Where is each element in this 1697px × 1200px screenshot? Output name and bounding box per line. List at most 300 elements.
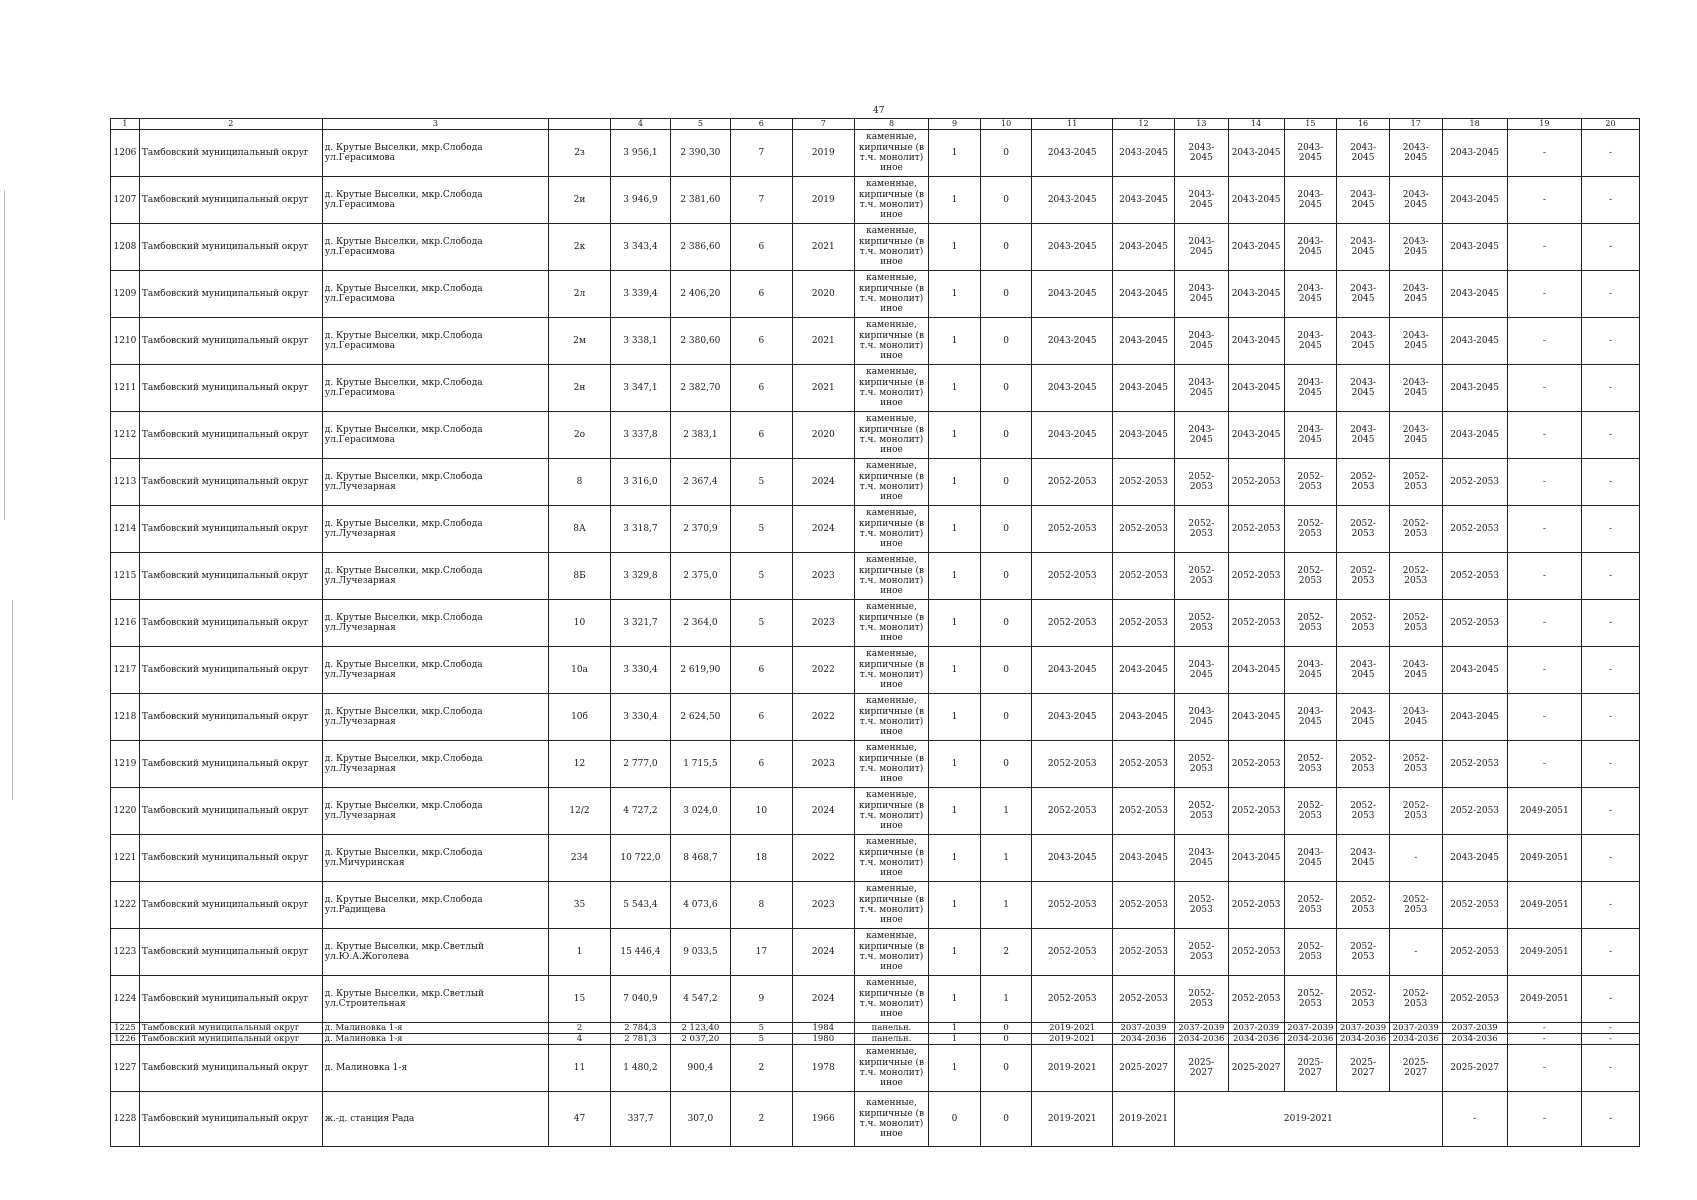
table-row bbox=[111, 177, 1640, 224]
municipality-cell: Тамбовский муниципальный округ bbox=[139, 506, 322, 553]
col17-cell: 2025-2027 bbox=[1389, 1045, 1442, 1092]
col14-cell: 2052-2053 bbox=[1228, 882, 1284, 929]
col18-cell: 2043-2045 bbox=[1442, 835, 1507, 882]
wall-material-cell: каменные, кирпичные (в т.ч. монолит) иное bbox=[854, 412, 928, 459]
floors-cell: 6 bbox=[730, 365, 792, 412]
year-cell: 2024 bbox=[792, 459, 854, 506]
col17-cell: 2043-2045 bbox=[1389, 365, 1442, 412]
col12-cell: 2052-2053 bbox=[1113, 459, 1175, 506]
col15-cell: 2052-2053 bbox=[1284, 882, 1337, 929]
col14-cell: 2043-2045 bbox=[1228, 224, 1284, 271]
col9-cell: 1 bbox=[929, 412, 981, 459]
col17-cell: 2034-2036 bbox=[1389, 1034, 1442, 1045]
col11-cell: 2043-2045 bbox=[1032, 365, 1113, 412]
municipality-cell: Тамбовский муниципальный округ bbox=[139, 412, 322, 459]
row-number-cell: 1223 bbox=[111, 929, 140, 976]
column-number-cell: 10 bbox=[980, 119, 1032, 130]
col17-cell: 2052-2053 bbox=[1389, 600, 1442, 647]
row-number-cell: 1214 bbox=[111, 506, 140, 553]
col18-cell: 2052-2053 bbox=[1442, 788, 1507, 835]
row-number-cell: 1210 bbox=[111, 318, 140, 365]
municipality-cell: Тамбовский муниципальный округ bbox=[139, 1045, 322, 1092]
year-cell: 2024 bbox=[792, 976, 854, 1023]
col15-cell: 2052-2053 bbox=[1284, 741, 1337, 788]
col15-cell: 2043-2045 bbox=[1284, 224, 1337, 271]
row-number-cell: 1228 bbox=[111, 1092, 140, 1147]
col10-cell: 0 bbox=[980, 271, 1032, 318]
col15-cell: 2043-2045 bbox=[1284, 835, 1337, 882]
wall-material-cell: каменные, кирпичные (в т.ч. монолит) иное bbox=[854, 600, 928, 647]
total-area-cell: 3 347,1 bbox=[611, 365, 671, 412]
table-row bbox=[111, 412, 1640, 459]
row-number-cell: 1207 bbox=[111, 177, 140, 224]
col19-cell: 2049-2051 bbox=[1507, 835, 1581, 882]
col18-cell: 2052-2053 bbox=[1442, 506, 1507, 553]
table-body bbox=[111, 119, 1640, 1147]
table-row bbox=[111, 1092, 1640, 1147]
col15-cell: 2043-2045 bbox=[1284, 130, 1337, 177]
col13-cell: 2052-2053 bbox=[1175, 600, 1229, 647]
col10-cell: 0 bbox=[980, 553, 1032, 600]
year-cell: 2023 bbox=[792, 553, 854, 600]
col15-cell: 2052-2053 bbox=[1284, 459, 1337, 506]
col13-cell: 2052-2053 bbox=[1175, 929, 1229, 976]
col19-cell: - bbox=[1507, 271, 1581, 318]
col9-cell: 1 bbox=[929, 553, 981, 600]
col19-cell: - bbox=[1507, 647, 1581, 694]
col13-cell: 2052-2053 bbox=[1175, 553, 1229, 600]
col10-cell: 0 bbox=[980, 177, 1032, 224]
total-area-cell: 3 343,4 bbox=[611, 224, 671, 271]
year-cell: 2024 bbox=[792, 506, 854, 553]
column-number-cell: 13 bbox=[1175, 119, 1229, 130]
col16-cell: 2043-2045 bbox=[1337, 365, 1390, 412]
house-number-cell: 2 bbox=[549, 1023, 611, 1034]
col9-cell: 1 bbox=[929, 835, 981, 882]
col12-cell: 2052-2053 bbox=[1113, 741, 1175, 788]
address-cell: д. Крутые Выселки, мкр.Светлый ул.Строительная bbox=[322, 976, 548, 1023]
living-area-cell: 2 624,50 bbox=[670, 694, 730, 741]
col12-cell: 2025-2027 bbox=[1113, 1045, 1175, 1092]
col11-cell: 2043-2045 bbox=[1032, 224, 1113, 271]
col14-cell: 2043-2045 bbox=[1228, 177, 1284, 224]
col12-cell: 2052-2053 bbox=[1113, 976, 1175, 1023]
col12-cell: 2052-2053 bbox=[1113, 506, 1175, 553]
col13-cell: 2043-2045 bbox=[1175, 835, 1229, 882]
floors-cell: 5 bbox=[730, 1023, 792, 1034]
living-area-cell: 4 547,2 bbox=[670, 976, 730, 1023]
col19-cell: - bbox=[1507, 130, 1581, 177]
floors-cell: 6 bbox=[730, 694, 792, 741]
column-number-cell: 3 bbox=[322, 119, 548, 130]
address-cell: д. Крутые Выселки, мкр.Слобода ул.Герасимова bbox=[322, 271, 548, 318]
col12-cell: 2034-2036 bbox=[1113, 1034, 1175, 1045]
address-cell: ж.-д. станция Рада bbox=[322, 1092, 548, 1147]
col20-cell: - bbox=[1582, 177, 1640, 224]
table-row bbox=[111, 647, 1640, 694]
year-cell: 2023 bbox=[792, 882, 854, 929]
col11-cell: 2043-2045 bbox=[1032, 647, 1113, 694]
wall-material-cell: каменные, кирпичные (в т.ч. монолит) иное bbox=[854, 224, 928, 271]
col20-cell: - bbox=[1582, 882, 1640, 929]
year-cell: 1984 bbox=[792, 1023, 854, 1034]
col11-cell: 2019-2021 bbox=[1032, 1023, 1113, 1034]
col18-cell: 2043-2045 bbox=[1442, 412, 1507, 459]
col14-cell: 2043-2045 bbox=[1228, 318, 1284, 365]
house-number-cell: 2и bbox=[549, 177, 611, 224]
row-number-cell: 1226 bbox=[111, 1034, 140, 1045]
col17-cell: 2052-2053 bbox=[1389, 788, 1442, 835]
year-cell: 1978 bbox=[792, 1045, 854, 1092]
col9-cell: 1 bbox=[929, 788, 981, 835]
total-area-cell: 1 480,2 bbox=[611, 1045, 671, 1092]
municipality-cell: Тамбовский муниципальный округ bbox=[139, 130, 322, 177]
col17-cell: 2052-2053 bbox=[1389, 882, 1442, 929]
col14-cell: 2052-2053 bbox=[1228, 506, 1284, 553]
row-number-cell: 1227 bbox=[111, 1045, 140, 1092]
floors-cell: 8 bbox=[730, 882, 792, 929]
floors-cell: 10 bbox=[730, 788, 792, 835]
house-number-cell: 10а bbox=[549, 647, 611, 694]
address-cell: д. Малиновка 1-я bbox=[322, 1045, 548, 1092]
floors-cell: 2 bbox=[730, 1092, 792, 1147]
address-cell: д. Крутые Выселки, мкр.Слобода ул.Лучезарная bbox=[322, 647, 548, 694]
col13-cell: 2043-2045 bbox=[1175, 177, 1229, 224]
municipality-cell: Тамбовский муниципальный округ bbox=[139, 1034, 322, 1045]
col13-cell: 2052-2053 bbox=[1175, 788, 1229, 835]
col19-cell: 2049-2051 bbox=[1507, 929, 1581, 976]
col18-cell: 2052-2053 bbox=[1442, 882, 1507, 929]
col19-cell: - bbox=[1507, 412, 1581, 459]
table-row bbox=[111, 835, 1640, 882]
year-cell: 2021 bbox=[792, 365, 854, 412]
col13-cell: 2052-2053 bbox=[1175, 506, 1229, 553]
address-cell: д. Крутые Выселки, мкр.Слобода ул.Лучезарная bbox=[322, 459, 548, 506]
floors-cell: 6 bbox=[730, 741, 792, 788]
address-cell: д. Крутые Выселки, мкр.Слобода ул.Лучезарная bbox=[322, 600, 548, 647]
col12-cell: 2043-2045 bbox=[1113, 177, 1175, 224]
col10-cell: 0 bbox=[980, 600, 1032, 647]
col19-cell: - bbox=[1507, 224, 1581, 271]
year-cell: 2024 bbox=[792, 929, 854, 976]
col18-cell: 2034-2036 bbox=[1442, 1034, 1507, 1045]
floors-cell: 6 bbox=[730, 412, 792, 459]
col12-cell: 2052-2053 bbox=[1113, 553, 1175, 600]
house-number-cell: 2з bbox=[549, 130, 611, 177]
table-row bbox=[111, 1045, 1640, 1092]
col9-cell: 1 bbox=[929, 741, 981, 788]
row-number-cell: 1209 bbox=[111, 271, 140, 318]
floors-cell: 5 bbox=[730, 506, 792, 553]
col18-cell: 2052-2053 bbox=[1442, 459, 1507, 506]
col9-cell: 1 bbox=[929, 1023, 981, 1034]
floors-cell: 6 bbox=[730, 271, 792, 318]
col13-cell: 2043-2045 bbox=[1175, 224, 1229, 271]
col17-cell: - bbox=[1389, 929, 1442, 976]
column-number-cell: 6 bbox=[730, 119, 792, 130]
col20-cell: - bbox=[1582, 929, 1640, 976]
municipality-cell: Тамбовский муниципальный округ bbox=[139, 741, 322, 788]
address-cell: д. Крутые Выселки, мкр.Слобода ул.Герасимова bbox=[322, 318, 548, 365]
address-cell: д. Малиновка 1-я bbox=[322, 1023, 548, 1034]
wall-material-cell: каменные, кирпичные (в т.ч. монолит) иное bbox=[854, 1092, 928, 1147]
col19-cell: 2049-2051 bbox=[1507, 976, 1581, 1023]
wall-material-cell: каменные, кирпичные (в т.ч. монолит) иное bbox=[854, 271, 928, 318]
col20-cell: - bbox=[1582, 506, 1640, 553]
col20-cell: - bbox=[1582, 647, 1640, 694]
col19-cell: - bbox=[1507, 1045, 1581, 1092]
col19-cell: - bbox=[1507, 1023, 1581, 1034]
col10-cell: 0 bbox=[980, 224, 1032, 271]
scan-artifact bbox=[4, 190, 5, 520]
col9-cell: 1 bbox=[929, 976, 981, 1023]
col15-cell: 2052-2053 bbox=[1284, 506, 1337, 553]
col13-cell: 2052-2053 bbox=[1175, 976, 1229, 1023]
row-number-cell: 1211 bbox=[111, 365, 140, 412]
col17-cell: 2043-2045 bbox=[1389, 412, 1442, 459]
wall-material-cell: каменные, кирпичные (в т.ч. монолит) иное bbox=[854, 647, 928, 694]
wall-material-cell: каменные, кирпичные (в т.ч. монолит) иное bbox=[854, 694, 928, 741]
col20-cell: - bbox=[1582, 741, 1640, 788]
col17-cell: 2043-2045 bbox=[1389, 694, 1442, 741]
municipality-cell: Тамбовский муниципальный округ bbox=[139, 788, 322, 835]
col11-cell: 2052-2053 bbox=[1032, 506, 1113, 553]
municipality-cell: Тамбовский муниципальный округ bbox=[139, 177, 322, 224]
col16-cell: 2052-2053 bbox=[1337, 882, 1390, 929]
col11-cell: 2043-2045 bbox=[1032, 835, 1113, 882]
living-area-cell: 2 123,40 bbox=[670, 1023, 730, 1034]
total-area-cell: 3 338,1 bbox=[611, 318, 671, 365]
col13-cell: 2052-2053 bbox=[1175, 459, 1229, 506]
total-area-cell: 3 339,4 bbox=[611, 271, 671, 318]
col19-cell: - bbox=[1507, 741, 1581, 788]
col14-cell: 2043-2045 bbox=[1228, 412, 1284, 459]
municipality-cell: Тамбовский муниципальный округ bbox=[139, 976, 322, 1023]
col12-cell: 2043-2045 bbox=[1113, 271, 1175, 318]
living-area-cell: 9 033,5 bbox=[670, 929, 730, 976]
col15-cell: 2043-2045 bbox=[1284, 647, 1337, 694]
col12-cell: 2043-2045 bbox=[1113, 224, 1175, 271]
col10-cell: 0 bbox=[980, 741, 1032, 788]
col12-cell: 2043-2045 bbox=[1113, 318, 1175, 365]
col19-cell: - bbox=[1507, 177, 1581, 224]
col20-cell: - bbox=[1582, 835, 1640, 882]
col11-cell: 2052-2053 bbox=[1032, 882, 1113, 929]
column-number-cell: 19 bbox=[1507, 119, 1581, 130]
col14-cell: 2043-2045 bbox=[1228, 271, 1284, 318]
municipality-cell: Тамбовский муниципальный округ bbox=[139, 600, 322, 647]
total-area-cell: 3 316,0 bbox=[611, 459, 671, 506]
col9-cell: 0 bbox=[929, 1092, 981, 1147]
col17-cell: 2043-2045 bbox=[1389, 130, 1442, 177]
column-number-cell: 15 bbox=[1284, 119, 1337, 130]
col14-cell: 2052-2053 bbox=[1228, 741, 1284, 788]
wall-material-cell: каменные, кирпичные (в т.ч. монолит) иное bbox=[854, 177, 928, 224]
row-number-cell: 1206 bbox=[111, 130, 140, 177]
floors-cell: 2 bbox=[730, 1045, 792, 1092]
col16-cell: 2043-2045 bbox=[1337, 271, 1390, 318]
table-row bbox=[111, 600, 1640, 647]
col18-cell: 2043-2045 bbox=[1442, 224, 1507, 271]
col16-cell: 2043-2045 bbox=[1337, 647, 1390, 694]
col19-cell: - bbox=[1507, 600, 1581, 647]
floors-cell: 18 bbox=[730, 835, 792, 882]
col20-cell: - bbox=[1582, 459, 1640, 506]
col16-cell: 2043-2045 bbox=[1337, 130, 1390, 177]
col19-cell: - bbox=[1507, 459, 1581, 506]
col20-cell: - bbox=[1582, 412, 1640, 459]
address-cell: д. Крутые Выселки, мкр.Слобода ул.Герасимова bbox=[322, 130, 548, 177]
col16-cell: 2052-2053 bbox=[1337, 506, 1390, 553]
row-number-cell: 1216 bbox=[111, 600, 140, 647]
col16-cell: 2052-2053 bbox=[1337, 553, 1390, 600]
address-cell: д. Крутые Выселки, мкр.Слобода ул.Мичуринская bbox=[322, 835, 548, 882]
col12-cell: 2037-2039 bbox=[1113, 1023, 1175, 1034]
col16-cell: 2052-2053 bbox=[1337, 976, 1390, 1023]
address-cell: д. Крутые Выселки, мкр.Слобода ул.Герасимова bbox=[322, 224, 548, 271]
floors-cell: 5 bbox=[730, 600, 792, 647]
house-number-cell: 47 bbox=[549, 1092, 611, 1147]
living-area-cell: 2 037,20 bbox=[670, 1034, 730, 1045]
col15-cell: 2052-2053 bbox=[1284, 929, 1337, 976]
year-cell: 2019 bbox=[792, 130, 854, 177]
col19-cell: - bbox=[1507, 1034, 1581, 1045]
col20-cell: - bbox=[1582, 318, 1640, 365]
house-number-cell: 8 bbox=[549, 459, 611, 506]
col18-cell: 2043-2045 bbox=[1442, 271, 1507, 318]
col11-cell: 2019-2021 bbox=[1032, 1045, 1113, 1092]
living-area-cell: 307,0 bbox=[670, 1092, 730, 1147]
col18-cell: 2043-2045 bbox=[1442, 647, 1507, 694]
col18-cell: 2037-2039 bbox=[1442, 1023, 1507, 1034]
floors-cell: 7 bbox=[730, 130, 792, 177]
col10-cell: 0 bbox=[980, 412, 1032, 459]
col17-cell: 2052-2053 bbox=[1389, 976, 1442, 1023]
col13-cell: 2043-2045 bbox=[1175, 130, 1229, 177]
col9-cell: 1 bbox=[929, 600, 981, 647]
col9-cell: 1 bbox=[929, 506, 981, 553]
column-number-cell: 4 bbox=[611, 119, 671, 130]
col20-cell: - bbox=[1582, 224, 1640, 271]
col10-cell: 0 bbox=[980, 1023, 1032, 1034]
house-number-cell: 12 bbox=[549, 741, 611, 788]
total-area-cell: 4 727,2 bbox=[611, 788, 671, 835]
col18-cell: 2043-2045 bbox=[1442, 694, 1507, 741]
house-number-cell: 234 bbox=[549, 835, 611, 882]
col13-cell: 2043-2045 bbox=[1175, 694, 1229, 741]
col11-cell: 2052-2053 bbox=[1032, 929, 1113, 976]
col11-cell: 2043-2045 bbox=[1032, 694, 1113, 741]
living-area-cell: 2 370,9 bbox=[670, 506, 730, 553]
house-number-cell: 10 bbox=[549, 600, 611, 647]
living-area-cell: 2 619,90 bbox=[670, 647, 730, 694]
row-number-cell: 1225 bbox=[111, 1023, 140, 1034]
col19-cell: - bbox=[1507, 1092, 1581, 1147]
col13-cell: 2037-2039 bbox=[1175, 1023, 1229, 1034]
column-number-cell: 7 bbox=[792, 119, 854, 130]
col18-cell: 2052-2053 bbox=[1442, 600, 1507, 647]
total-area-cell: 2 777,0 bbox=[611, 741, 671, 788]
house-number-cell: 2л bbox=[549, 271, 611, 318]
table-row bbox=[111, 318, 1640, 365]
column-number-cell: 11 bbox=[1032, 119, 1113, 130]
municipality-cell: Тамбовский муниципальный округ bbox=[139, 459, 322, 506]
column-number-cell bbox=[549, 119, 611, 130]
municipality-cell: Тамбовский муниципальный округ bbox=[139, 929, 322, 976]
wall-material-cell: каменные, кирпичные (в т.ч. монолит) иное bbox=[854, 130, 928, 177]
row-number-cell: 1215 bbox=[111, 553, 140, 600]
house-number-cell: 4 bbox=[549, 1034, 611, 1045]
col15-cell: 2037-2039 bbox=[1284, 1023, 1337, 1034]
address-cell: д. Крутые Выселки, мкр.Слобода ул.Лучезарная bbox=[322, 741, 548, 788]
table-row bbox=[111, 224, 1640, 271]
col15-cell: 2043-2045 bbox=[1284, 271, 1337, 318]
col16-cell: 2052-2053 bbox=[1337, 788, 1390, 835]
year-cell: 2022 bbox=[792, 647, 854, 694]
total-area-cell: 3 337,8 bbox=[611, 412, 671, 459]
floors-cell: 6 bbox=[730, 318, 792, 365]
table-row bbox=[111, 882, 1640, 929]
col16-cell: 2043-2045 bbox=[1337, 177, 1390, 224]
column-number-cell: 18 bbox=[1442, 119, 1507, 130]
col11-cell: 2052-2053 bbox=[1032, 788, 1113, 835]
col10-cell: 0 bbox=[980, 365, 1032, 412]
col15-cell: 2052-2053 bbox=[1284, 600, 1337, 647]
year-cell: 2021 bbox=[792, 318, 854, 365]
floors-cell: 7 bbox=[730, 177, 792, 224]
col16-cell: 2043-2045 bbox=[1337, 318, 1390, 365]
table-row bbox=[111, 459, 1640, 506]
col9-cell: 1 bbox=[929, 365, 981, 412]
col14-cell: 2043-2045 bbox=[1228, 647, 1284, 694]
wall-material-cell: каменные, кирпичные (в т.ч. монолит) иное bbox=[854, 835, 928, 882]
floors-cell: 6 bbox=[730, 224, 792, 271]
col12-cell: 2043-2045 bbox=[1113, 835, 1175, 882]
house-number-cell: 8А bbox=[549, 506, 611, 553]
col15-cell: 2052-2053 bbox=[1284, 976, 1337, 1023]
col17-cell: 2043-2045 bbox=[1389, 224, 1442, 271]
col19-cell: - bbox=[1507, 553, 1581, 600]
col19-cell: - bbox=[1507, 318, 1581, 365]
total-area-cell: 7 040,9 bbox=[611, 976, 671, 1023]
col20-cell: - bbox=[1582, 365, 1640, 412]
col16-cell: 2043-2045 bbox=[1337, 224, 1390, 271]
col12-cell: 2043-2045 bbox=[1113, 130, 1175, 177]
house-number-cell: 35 bbox=[549, 882, 611, 929]
house-number-cell: 15 bbox=[549, 976, 611, 1023]
housing-registry-table bbox=[110, 118, 1640, 1147]
col15-cell: 2052-2053 bbox=[1284, 788, 1337, 835]
wall-material-cell: панельн. bbox=[854, 1023, 928, 1034]
table-row bbox=[111, 506, 1640, 553]
col9-cell: 1 bbox=[929, 694, 981, 741]
municipality-cell: Тамбовский муниципальный округ bbox=[139, 271, 322, 318]
col17-cell: 2052-2053 bbox=[1389, 459, 1442, 506]
table-row bbox=[111, 694, 1640, 741]
table-row bbox=[111, 365, 1640, 412]
col13-cell: 2034-2036 bbox=[1175, 1034, 1229, 1045]
col20-cell: - bbox=[1582, 976, 1640, 1023]
column-number-cell: 14 bbox=[1228, 119, 1284, 130]
col13-cell: 2043-2045 bbox=[1175, 647, 1229, 694]
col16-cell: 2043-2045 bbox=[1337, 694, 1390, 741]
col10-cell: 1 bbox=[980, 788, 1032, 835]
total-area-cell: 337,7 bbox=[611, 1092, 671, 1147]
year-cell: 2024 bbox=[792, 788, 854, 835]
table-row bbox=[111, 271, 1640, 318]
col18-cell: 2043-2045 bbox=[1442, 177, 1507, 224]
wall-material-cell: панельн. bbox=[854, 1034, 928, 1045]
